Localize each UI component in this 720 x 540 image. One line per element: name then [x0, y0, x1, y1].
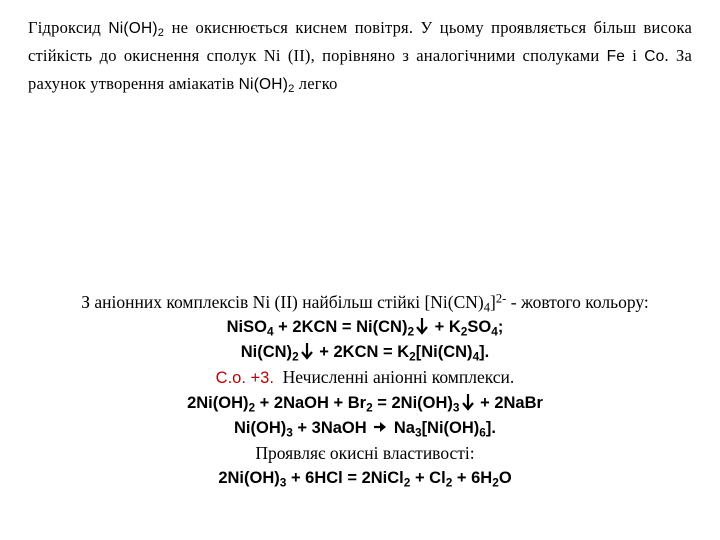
- eq-text: [Ni(OH): [421, 419, 480, 437]
- text-fragment: Нечисленні аніонні комплекси.: [273, 367, 515, 387]
- precipitate-arrow-icon: [300, 342, 314, 360]
- text-fragment: легко: [294, 74, 338, 93]
- equation-2: [20, 340, 710, 365]
- eq-text: [Ni(CN): [415, 343, 473, 361]
- eq-subscript: 6: [479, 425, 486, 440]
- eq-text: + 3NaOH: [292, 419, 372, 437]
- formula-text: Ni(OH): [238, 76, 289, 93]
- eq-text: + 2KCN = Ni(CN): [273, 318, 408, 336]
- eq-subscript: 2: [248, 400, 256, 415]
- formula-fe: Fe: [606, 48, 626, 65]
- text-fragment: ]: [490, 292, 496, 312]
- precipitate-arrow-icon: [461, 393, 475, 411]
- text-fragment: З аніонних комплексів Ni (II) найбільш стійкі [Ni(CN): [81, 292, 484, 312]
- eq-subscript: 2: [492, 475, 499, 490]
- precipitate-arrow-icon: [415, 317, 429, 335]
- text-fragment: Проявляє окисні властивості:: [255, 443, 475, 463]
- eq-text: + Cl: [410, 469, 446, 487]
- eq-subscript: 2: [292, 349, 299, 364]
- eq-text: ].: [485, 419, 496, 437]
- eq-subscript: 4: [491, 324, 498, 339]
- text-fragment: Гідроксид: [28, 18, 109, 37]
- eq-text: ;: [497, 318, 504, 336]
- formula-subscript: 2: [288, 83, 295, 96]
- formula-co: Co: [644, 48, 665, 65]
- eq-text: + 2NaBr: [475, 394, 543, 412]
- eq-subscript: 4: [472, 349, 480, 364]
- eq-subscript: 2: [366, 400, 373, 415]
- eq-text: + 2KCN = K: [314, 343, 410, 361]
- eq-text: SO: [467, 318, 492, 336]
- text-fragment: - жовтого кольору:: [506, 292, 649, 312]
- eq-text: 2Ni(OH): [218, 469, 280, 487]
- eq-text: + 6HCl = 2NiCl: [286, 469, 404, 487]
- subscript: 4: [483, 300, 491, 315]
- formula-subscript: 2: [157, 27, 165, 40]
- formula-ni-oh-2: [238, 76, 295, 96]
- eq-subscript: 3: [279, 475, 287, 490]
- intro-paragraph: [28, 14, 692, 98]
- eq-text: = 2Ni(OH): [372, 394, 453, 412]
- eq-text: Ni(OH): [233, 419, 287, 437]
- eq-subscript: 2: [460, 324, 468, 339]
- equation-3: [20, 391, 710, 416]
- eq-text: Ni(CN): [240, 343, 293, 361]
- oxidizing-properties-line: [20, 441, 710, 466]
- eq-subscript: 2: [409, 349, 416, 364]
- equation-4: [20, 416, 710, 441]
- reaction-arrow-icon: [373, 421, 387, 433]
- superscript: 2-: [495, 291, 507, 306]
- eq-text: NiSO: [226, 318, 267, 336]
- eq-subscript: 3: [286, 425, 293, 440]
- eq-subscript: 2: [403, 475, 411, 490]
- eq-text: O: [498, 469, 512, 487]
- eq-subscript: 2: [407, 324, 415, 339]
- text-fragment: не окиснюється киснем повітря. У цьому проявляється більш висока стійкість до окиснення сполук Ni (II), порівняно з аналогічними сполуками: [28, 18, 692, 65]
- eq-subscript: 4: [266, 324, 274, 339]
- text-fragment: і: [625, 46, 645, 65]
- eq-subscript: 2: [445, 475, 453, 490]
- chemistry-block: [20, 290, 710, 491]
- text-fragment: . За рахунок утворення аміакатів: [28, 46, 693, 93]
- eq-text: + 2NaOH + Br: [255, 394, 367, 412]
- eq-text: 2Ni(OH): [187, 394, 249, 412]
- eq-text: + 6H: [452, 469, 493, 487]
- oxidation-state-label: С.о. +3.: [215, 369, 274, 387]
- eq-text: + K: [430, 318, 461, 336]
- eq-subscript: 3: [452, 400, 460, 415]
- eq-text: ].: [479, 343, 490, 361]
- equation-1: [20, 315, 710, 340]
- oxidation-state-line: [20, 365, 710, 391]
- formula-ni-oh-2: [108, 20, 165, 40]
- formula-text: Ni(OH): [108, 20, 158, 37]
- eq-text: Na: [389, 419, 415, 437]
- equation-5: [20, 466, 710, 491]
- anionic-complexes-line: [20, 290, 710, 315]
- eq-subscript: 3: [414, 425, 422, 440]
